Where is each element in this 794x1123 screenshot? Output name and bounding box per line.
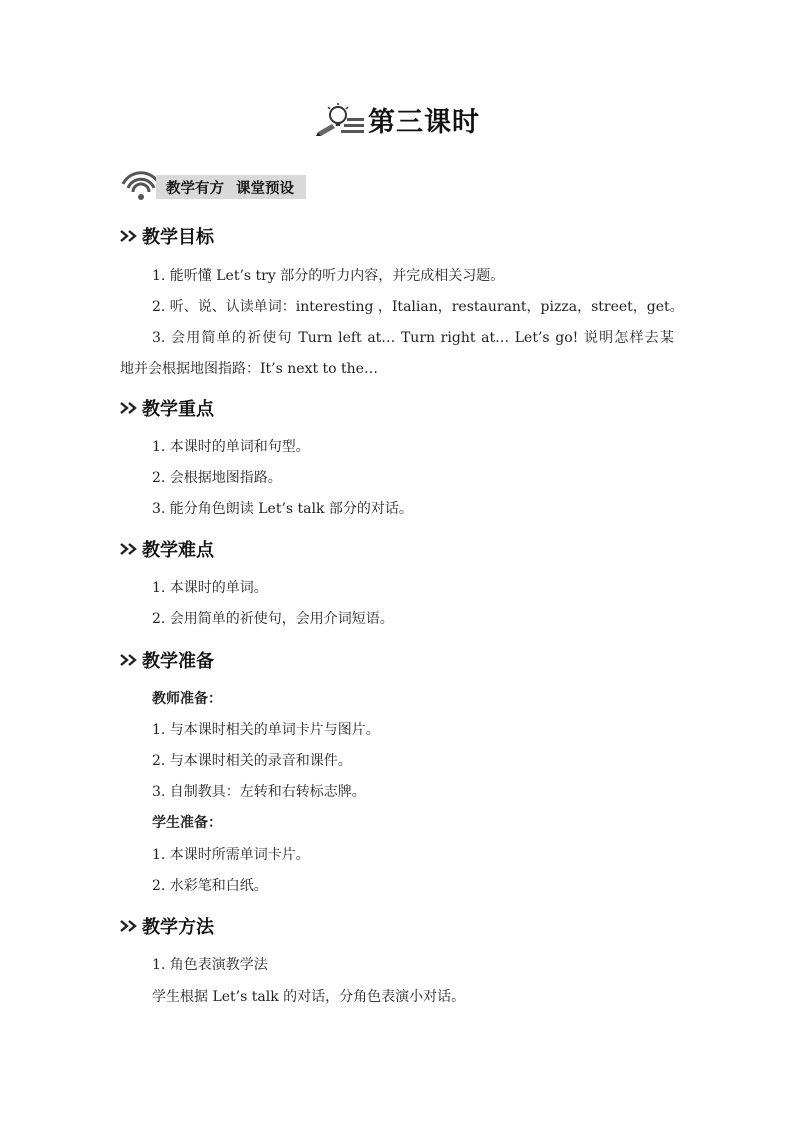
list-item: 3. 会用简单的祈使句 Turn left at… Turn right at… Let’s go! 说明怎样去某: [152, 330, 674, 346]
list-item: 2. 会用简单的祈使句，会用介词短语。: [152, 611, 394, 627]
page-title: 第三课时: [368, 107, 480, 138]
list-item: 学生根据 Let’s talk 的对话，分角色表演小对话。: [152, 989, 466, 1005]
list-item: 1. 本课时所需单词卡片。: [152, 847, 310, 863]
double-chevron-icon: [120, 229, 140, 243]
list-item: 1. 与本课时相关的单词卡片与图片。: [152, 722, 380, 738]
section-heading-key-points: [120, 395, 214, 421]
title-row: [0, 100, 794, 139]
teacher-prep-label: 教师准备：: [152, 691, 222, 707]
section-title: 教学难点: [142, 540, 214, 561]
list-item: 1. 角色表演教学法: [152, 957, 268, 973]
double-chevron-icon: [120, 653, 140, 667]
student-prep-label: 学生准备：: [152, 815, 222, 831]
section-title: 教学目标: [142, 227, 214, 248]
list-item: 1. 本课时的单词。: [152, 580, 268, 596]
double-chevron-icon: [120, 401, 140, 415]
double-chevron-icon: [120, 542, 140, 556]
list-item: 1. 能听懂 Let’s try 部分的听力内容，并完成相关习题。: [152, 268, 505, 284]
list-item: 2. 水彩笔和白纸。: [152, 878, 268, 894]
section-heading-methods: [120, 913, 214, 939]
section-heading-preparation: [120, 647, 214, 673]
banner-left-text: 教学有方: [166, 180, 224, 197]
list-item: 2. 会根据地图指路。: [152, 470, 282, 486]
list-item: 3. 能分角色朗读 Let’s talk 部分的对话。: [152, 501, 413, 517]
double-chevron-icon: [120, 919, 140, 933]
section-title: 教学方法: [142, 917, 214, 938]
list-item: 2. 与本课时相关的录音和课件。: [152, 753, 352, 769]
list-item: 3. 自制教具：左转和右转标志牌。: [152, 784, 366, 800]
banner-label: [156, 175, 306, 199]
section-heading-objectives: [120, 223, 214, 249]
section-title: 教学重点: [142, 399, 214, 420]
section-heading-difficulties: [120, 536, 214, 562]
lightbulb-pencil-icon: [314, 102, 366, 138]
section-banner: [120, 170, 306, 204]
list-item: 1. 本课时的单词和句型。: [152, 439, 310, 455]
list-item: 2. 听、说、认读单词：interesting ，Italian，restaurant，pizza，street，get。: [152, 299, 684, 315]
list-item-continuation: 地并会根据地图指路：It’s next to the…: [120, 361, 378, 377]
section-title: 教学准备: [142, 651, 214, 672]
banner-right-text: 课堂预设: [236, 180, 294, 197]
